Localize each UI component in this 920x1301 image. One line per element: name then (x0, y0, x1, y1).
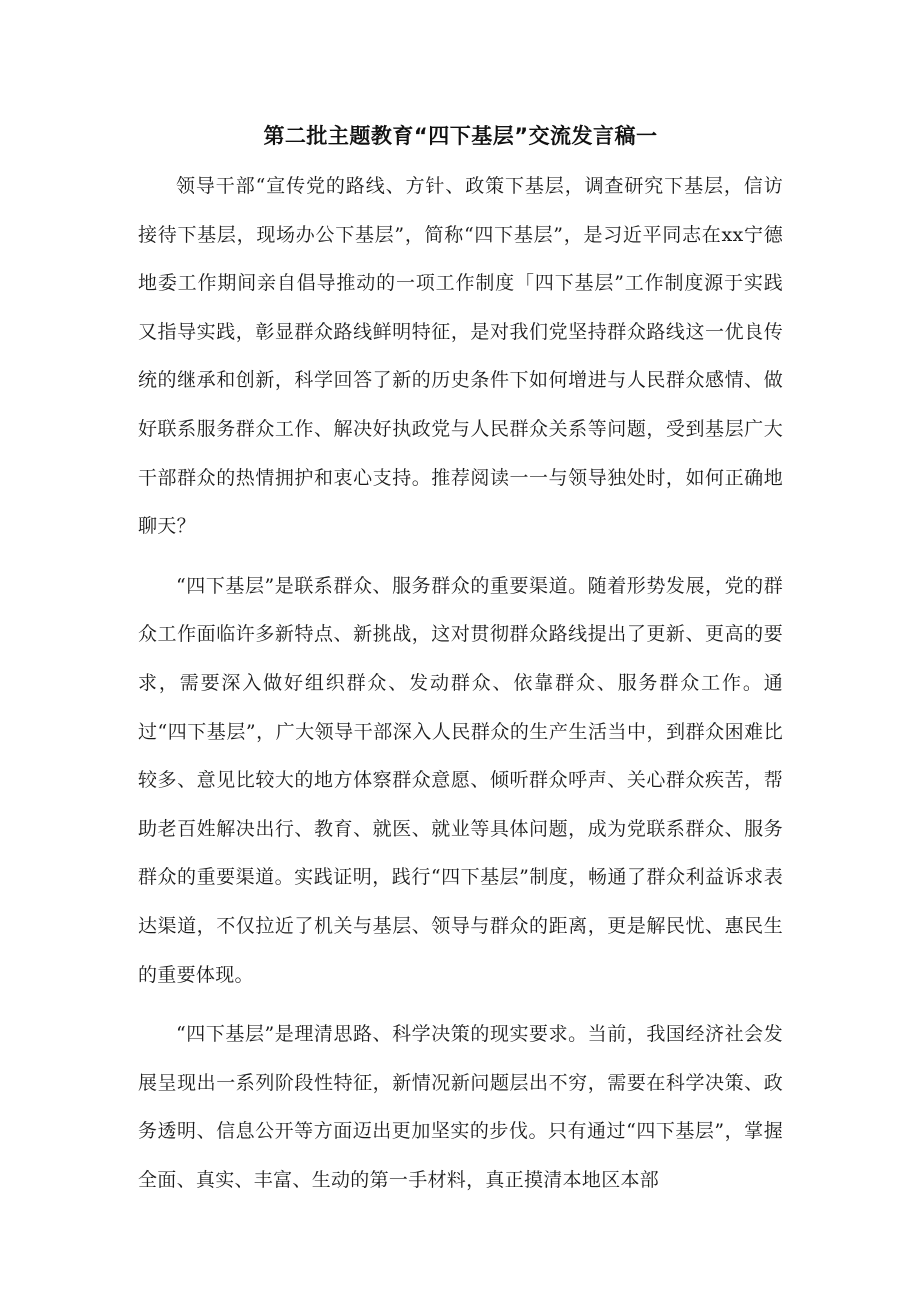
paragraph-contact-masses: “四下基层”是联系群众、服务群众的重要渠道。随着形势发展，党的群众工作面临许多新特点、新挑战，这对贯彻群众路线提出了更新、更高的要求，需要深入做好组织群众、发动群众、依靠群众、服务群众工作。通过“四下基层”，广大领导干部深入人民群众的生产生活当中，到群众困难比较多、意见比较大的地方体察群众意愿、倾听群众呼声、关心群众疾苦，帮助老百姓解决出行、教育、就医、就业等具体问题，成为党联系群众、服务群众的重要渠道。实践证明，践行“四下基层”制度，畅通了群众利益诉求表达渠道，不仅拉近了机关与基层、领导与群众的距离，更是解民忧、惠民生的重要体现。 (138, 574, 783, 986)
paragraph-scientific-decision: “四下基层”是理清思路、科学决策的现实要求。当前，我国经济社会发展呈现出一系列阶段性特征，新情况新问题层出不穷，需要在科学决策、政务透明、信息公开等方面迈出更加坚实的步伐。只有通过“四下基层”，掌握全面、真实、丰富、生动的第一手材料，真正摸清本地区本部 (138, 1023, 783, 1191)
paragraph-intro: 领导干部“宣传党的路线、方针、政策下基层，调查研究下基层，信访接待下基层，现场办公下基层”，简称“四下基层”，是习近平同志在xx宁德地委工作期间亲自倡导推动的一项工作制度「四下基层”工作制度源于实践又指导实践，彰显群众路线鲜明特征，是对我们党坚持群众路线这一优良传统的继承和创新，科学回答了新的历史条件下如何增进与人民群众感情、做好联系服务群众工作、解决好执政党与人民群众关系等问题，受到基层广大干部群众的热情拥护和衷心支持。推荐阅读一一与领导独处时，如何正确地聊天？ (138, 175, 783, 538)
document-title: 第二批主题教育“四下基层”交流发言稿一 (263, 124, 658, 148)
